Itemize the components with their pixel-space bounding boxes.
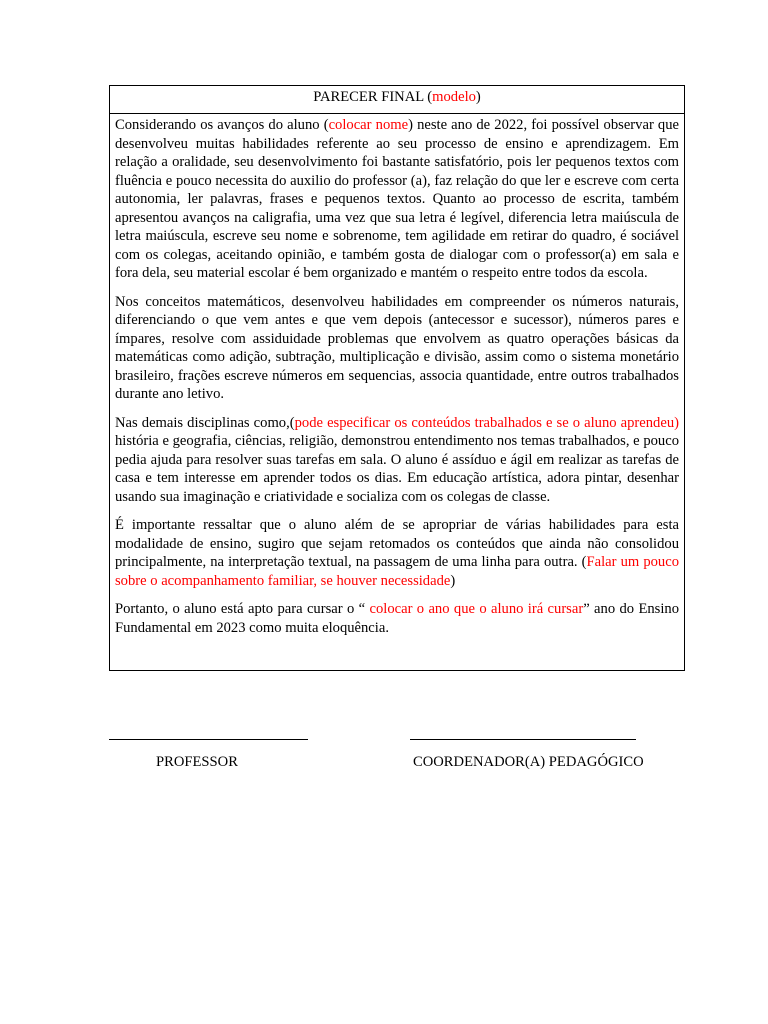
p3-text-c: história e geografia, ciências, religião, demonstrou entendimento nos temas trabalhados, e pouco pedia ajuda para resolver suas tarefas em sala. O aluno é assíduo e ágil em realizar as tarefas de casa e tem interesse em aprender todos os dias. Em educação artística, adora pintar, desenhar usando sua imaginação e criatividade e socializa com os colegas de classe. [115, 433, 679, 505]
title-end: ) [475, 89, 481, 105]
coordenador-signature-line [410, 739, 636, 740]
paragraph-disciplinas [115, 414, 679, 507]
professor-signature-line [109, 739, 308, 740]
coordenador-label: COORDENADOR(A) PEDAGÓGICO [413, 754, 644, 770]
p1-placeholder: colocar nome [328, 117, 409, 133]
p4-text-c: ) [450, 572, 456, 589]
document-title [110, 86, 684, 114]
title-text: PARECER FINAL ( [313, 89, 433, 105]
paragraph-ressalva [115, 516, 679, 590]
paragraph-matematica: Nos conceitos matemáticos, desenvolveu habilidades em compreender os números naturais, diferenciando o que vem antes e que vem depois (antecessor e sucessor), números pares e ímpares, resolve com assiduidade problemas que envolvem as quatro operações básicas da matemáticas como adição, subtração, multiplicação e divisão, assim como o sistema monetário brasileiro, frações escreve números em sequencias, associa quantidade, entre outros trabalhados durante ano letivo. [115, 293, 679, 402]
p5-placeholder: colocar o ano que o aluno irá cursar [369, 601, 584, 617]
paragraph-conclusao [115, 600, 679, 637]
p3-text-a: Nas demais disciplinas como,( [115, 414, 295, 431]
p1-text-c: ) neste ano de 2022, foi possível observar que desenvolveu muitas habilidades referente ao seu processo de ensino e aprendizagem. Em relação a oralidade, seu desenvolvimento foi bastante satisfatório, pois ler pequenos textos com fluência e pouco necessita do auxilio do professor (a), faz relação do que ler e escreve com certa autonomia, ler palavras, frases e pequenos textos. Quanto ao processo de escrita, também apresentou avanços na caligrafia, uma vez que sua letra é legível, diferencia letra maiúscula de letra maiúscula, escreve seu nome e sobrenome, tem agilidade em retirar do quadro, é sociável com os colegas, aceitando opinião, e também gosta de dialogar com o professor(a) em sala e fora dela, seu material escolar é bem organizado e mantém o respeito entre todos da escola. [115, 117, 680, 281]
p4-placeholder: Falar um pouco sobre o acompanhamento familiar, se houver necessidade [115, 554, 679, 589]
p4-text-a: É importante ressaltar que o aluno além de se apropriar de várias habilidades para esta modalidade de ensino, sugiro que sejam retomados os conteúdos que ainda não consolidou principalmente, na interpretação textual, na passagem de uma linha para outra. ( [115, 517, 679, 570]
parecer-table [109, 85, 685, 671]
content-cell [110, 114, 684, 637]
p5-text-a: Portanto, o aluno está apto para cursar o “ [115, 601, 370, 617]
paragraph-avancos [115, 116, 679, 283]
p5-text-c: ” ano do Ensino Fundamental em 2023 como muita eloquência. [115, 601, 679, 636]
professor-label: PROFESSOR [156, 754, 238, 770]
title-placeholder: modelo [432, 89, 476, 105]
p3-placeholder: pode especificar os conteúdos trabalhados e se o aluno aprendeu) [294, 414, 679, 431]
p1-text-a: Considerando os avanços do aluno ( [115, 117, 329, 133]
